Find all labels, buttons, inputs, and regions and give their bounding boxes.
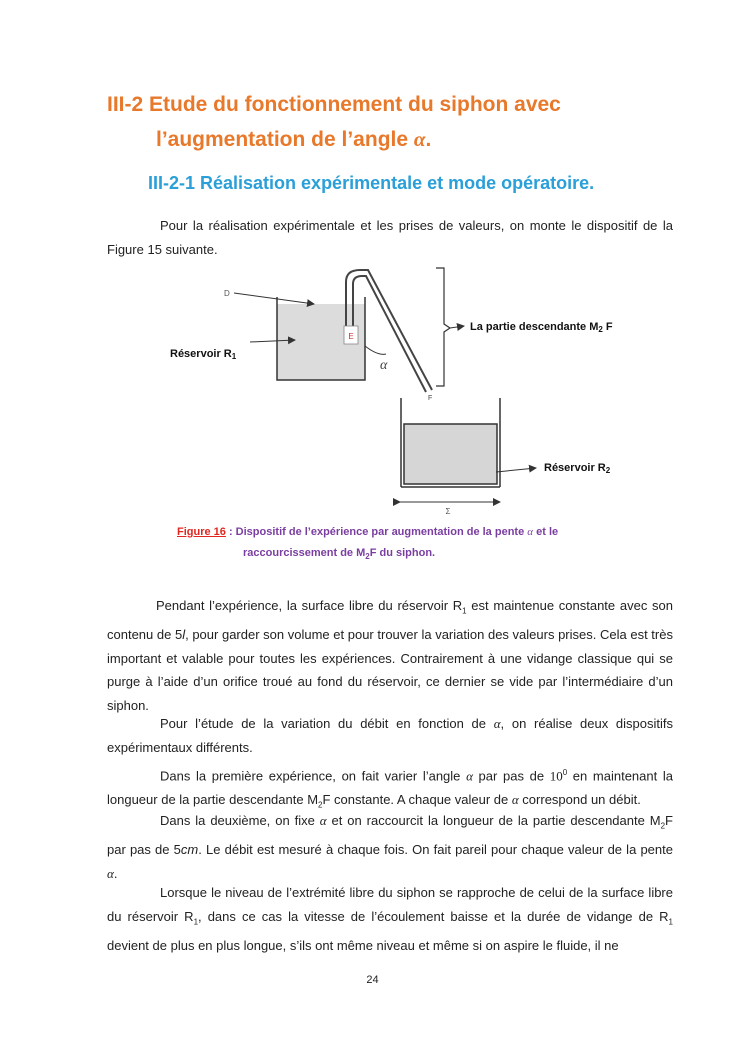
label-d: D	[224, 289, 230, 298]
descending-part-label: La partie descendante M2 F	[470, 321, 613, 334]
reservoir-r2-label: Réservoir R2	[544, 462, 611, 475]
page-number: 24	[366, 974, 379, 986]
paragraph-1: Pendant l’expérience, la surface libre du réservoir $R_1$ est maintenue constante avec son contenu de 5l, pour garder son volume et pour trouver la variation des valeurs prises. Cela est très important et valable pour toutes les expériences. Contrairement à une vidange classique qui se purge à l’aide d’un orifice troué au fond du réservoir, ce dernier se vide par l’intermédiaire d’un siphon.	[107, 598, 673, 713]
alpha-symbol: α	[527, 526, 534, 538]
alpha-symbol: α	[107, 865, 114, 881]
label-e	[344, 326, 358, 344]
arrow-r2	[496, 468, 536, 472]
alpha-symbol: α	[466, 768, 473, 784]
paragraph-5: Lorsque le niveau de l’extrémité libre du siphon se rapproche de celui de la surface libre du réservoir $R_1$, dans ce cas la vitesse de l’écoulement baisse et la durée de vidange de $R_1$ devient de plus en plus longue, s’ils ont même niveau et même si on aspire le fluide, il ne	[107, 885, 673, 953]
descending-part-bracket	[436, 268, 450, 386]
alpha-symbol: α	[493, 716, 501, 731]
paragraph-2: Pour l’étude de la variation du débit en fonction de α, on réalise deux dispositifs expérimentaux différents.	[107, 716, 673, 755]
siphon-figure	[160, 262, 660, 517]
alpha-symbol: α	[511, 791, 519, 807]
alpha-symbol: α	[413, 127, 426, 151]
alpha-arc	[365, 346, 386, 354]
label-f: F	[428, 395, 433, 402]
reservoir-r1-label: Réservoir R1	[170, 348, 237, 361]
arrow-d	[234, 293, 314, 304]
figure-label: Figure 16	[177, 526, 226, 538]
paragraph-4: Dans la deuxième, on fixe α et on raccourcit la longueur de la partie descendante $M_2F$ par pas de 5cm. Le débit est mesuré à chaque fois. On fait pareil pour chaque valeur de la pente α.	[107, 813, 673, 881]
section-heading-line2: l’augmentation de l’angle α.	[156, 127, 432, 151]
figure-caption: Figure 16 : Dispositif de l’expérience par augmentation de la pente α et le raccourcissement de $M_2F$ du siphon.	[177, 526, 559, 562]
alpha-symbol: α	[319, 813, 327, 828]
svg-text:E: E	[348, 332, 354, 341]
intro-paragraph: Pour la réalisation expérimentale et les prises de valeurs, on monte le dispositif de la Figure 15 suivante.	[107, 218, 673, 257]
label-sigma: Σ	[445, 507, 451, 516]
paragraph-3: Dans la première expérience, on fait varier l’angle α par pas de $10^0$ en maintenant la longueur de la partie descendante $M_2F$ constante. A chaque valeur de α correspond un débit.	[107, 768, 674, 810]
reservoir-r2-tank	[401, 398, 500, 487]
section-heading-line1: III-2 Etude du fonctionnement du siphon avec	[107, 93, 561, 116]
siphon-diagram	[160, 262, 660, 517]
subsection-heading: III-2-1 Réalisation expérimentale et mode opératoire.	[148, 173, 595, 193]
section-heading	[107, 88, 687, 157]
figure-alpha-label: α	[380, 358, 388, 373]
